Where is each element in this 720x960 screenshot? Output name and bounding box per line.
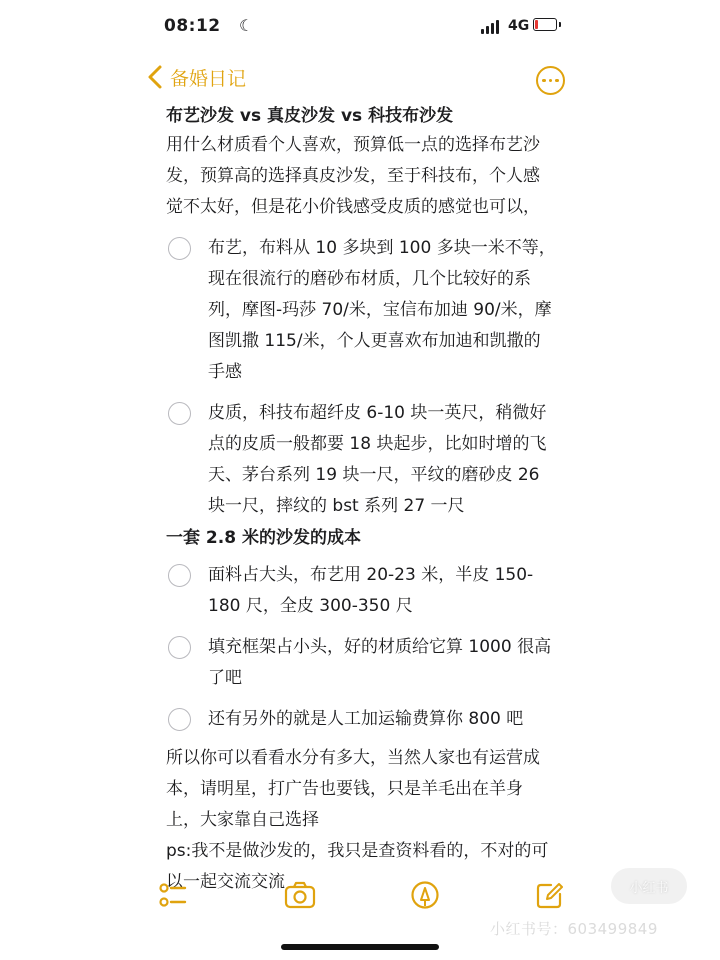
nav-bar (0, 62, 720, 98)
watermark-id: 小红书号：603499849 (490, 920, 658, 938)
status-time: 08:12 (164, 16, 221, 36)
checkbox-circle-icon[interactable] (168, 708, 191, 731)
checkbox-circle-icon[interactable] (168, 237, 191, 260)
note-conclusion: 所以你可以看看水分有多大，当然人家也有运营成本，请明星，打广告也要钱，只是羊毛出在羊身上，大家靠自己选择 (166, 748, 540, 830)
checklist-item (166, 233, 556, 388)
note-title: 布艺沙发 vs 真皮沙发 vs 科技布沙发 (166, 106, 454, 126)
chevron-left-icon (146, 62, 164, 92)
battery-icon (533, 18, 557, 31)
checkbox-circle-icon[interactable] (168, 564, 191, 587)
more-options-button[interactable] (536, 66, 565, 95)
note-intro: 用什么材质看个人喜欢，预算低一点的选择布艺沙发，预算高的选择真皮沙发，至于科技布，个人感觉不太好，但是花小价钱感受皮质的感觉也可以， (166, 135, 540, 217)
back-label: 备婚日记 (170, 67, 247, 90)
back-button[interactable] (146, 62, 246, 92)
checklist-item (166, 632, 556, 694)
checklist-item (166, 560, 556, 622)
checklist-item-text: 还有另外的就是人工加运输费算你 800 吧 (208, 709, 524, 729)
checklist-item (166, 398, 556, 522)
note-ps: ps:我不是做沙发的，我只是查资料看的，不对的可以一起交流交流 (166, 841, 549, 892)
checklist-item-text: 面料占大头，布艺用 20-23 米，半皮 150-180 尺，全皮 300-350 尺 (208, 565, 534, 616)
watermark-logo: 小红书 (611, 868, 687, 904)
signal-icon (481, 20, 499, 34)
camera-icon[interactable] (284, 880, 316, 910)
checklist-item (166, 704, 556, 735)
checkbox-circle-icon[interactable] (168, 402, 191, 425)
compose-icon[interactable] (535, 880, 565, 910)
note-body[interactable] (166, 102, 556, 898)
home-indicator[interactable] (281, 944, 439, 950)
markup-icon[interactable] (410, 880, 440, 910)
checklist-item-text: 布艺，布料从 10 多块到 100 多块一米不等，现在很流行的磨砂布材质，几个比较好的系列，摩图-玛莎 70/米，宝信布加迪 90/米，摩图凯撒 115/米，个人更喜欢布加迪和凯撒的手感 (208, 238, 556, 382)
cost-heading: 一套 2.8 米的沙发的成本 (166, 528, 361, 548)
status-bar (0, 0, 720, 56)
checkbox-circle-icon[interactable] (168, 636, 191, 659)
moon-icon: ☾ (239, 16, 254, 35)
checklist-item-text: 填充框架占小头，好的材质给它算 1000 很高了吧 (208, 637, 552, 688)
checklist-item-text: 皮质，科技布超纤皮 6-10 块一英尺，稍微好点的皮质一般都要 18 块起步，比如时增的飞天、茅台系列 19 块一尺，平纹的磨砂皮 26 块一尺，摔纹的 bst 系列 27 一尺 (208, 403, 547, 516)
ellipsis-icon (542, 79, 546, 83)
network-type: 4G (508, 18, 530, 34)
checklist-icon[interactable] (157, 880, 187, 910)
